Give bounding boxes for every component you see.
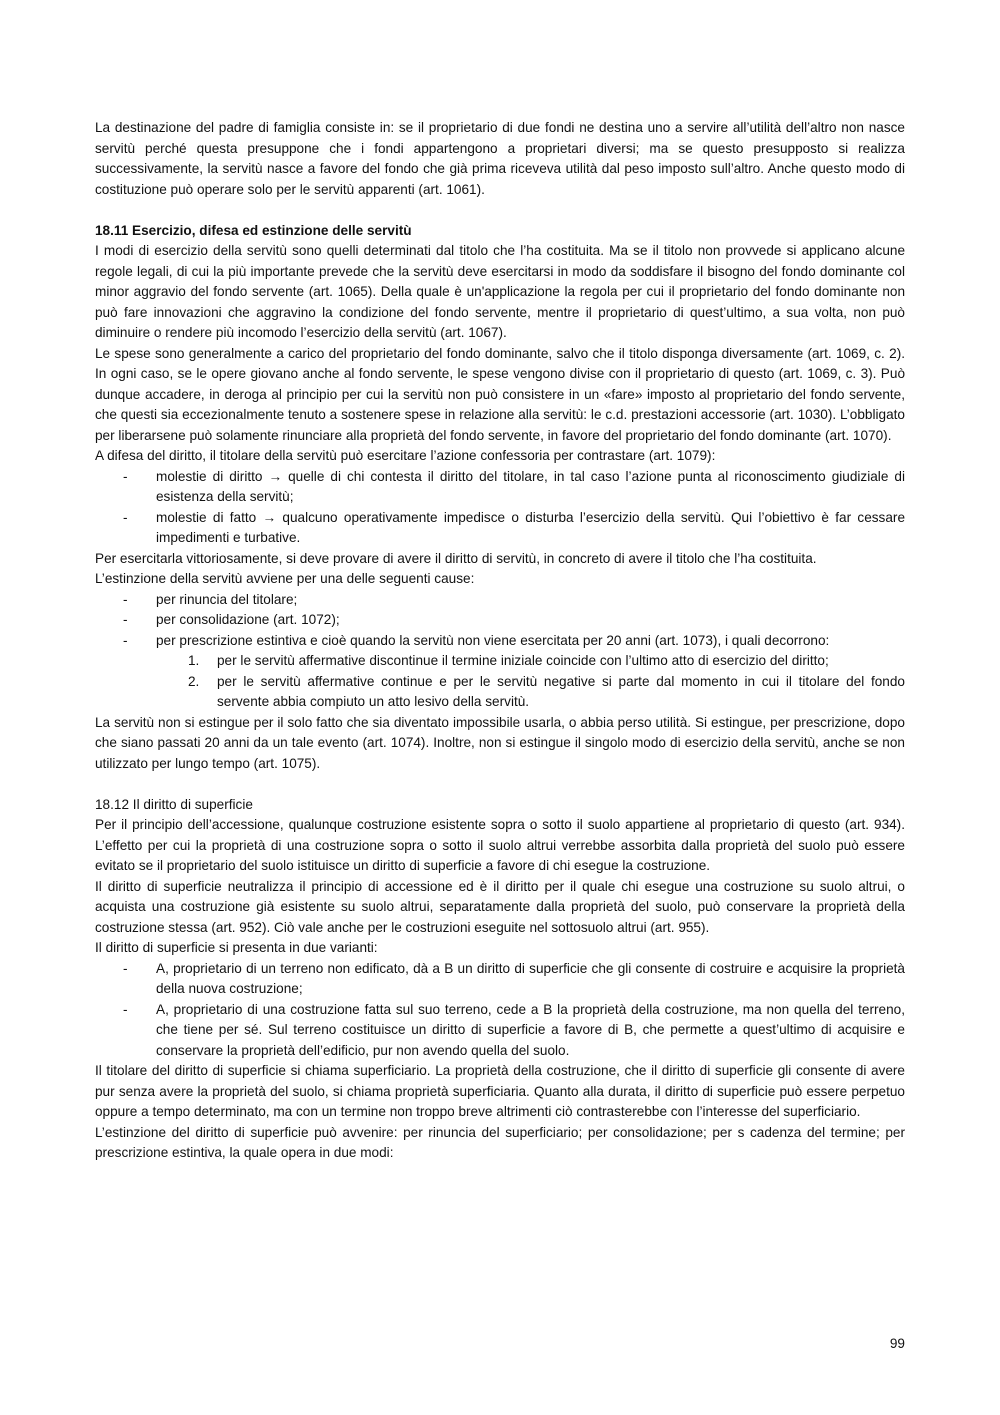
paragraph: Il titolare del diritto di superficie si chiama superficiario. La proprietà della costruzione, che il diritto di superficie gli consente di avere pur senza avere la proprietà del suolo, si chiama proprietà superficiaria. Quanto alla durata, il diritto di superficie può essere perpetuo oppure a tempo determinato, ma con un termine non troppo breve altrimenti ciò contrasterebbe con l’interesse del superficiario. bbox=[95, 1063, 905, 1119]
list-item bbox=[95, 1000, 905, 1062]
list-item-text: per consolidazione (art. 1072); bbox=[156, 612, 340, 627]
paragraph: Per esercitarla vittoriosamente, si deve provare di avere il diritto di servitù, in concreto di avere il titolo che l’ha costituita. bbox=[95, 550, 817, 566]
list-item bbox=[95, 959, 905, 1000]
paragraph: Le spese sono generalmente a carico del proprietario del fondo dominante, salvo che il titolo disponga diversamente (art. 1069, c. 2). In ogni caso, se le opere giovano anche al fondo servente, le spese vengono divise con il proprietario di questo (art. 1069, c. 3). Può dunque accadere, in deroga al principio per cui la servitù non può consistere in un «fare» imposto al proprietario del fondo servente, che questi sia eccezionalmente tenuto a sostenere spese in relazione alla servitù: le c.d. prestazioni accessorie (art. 1030). L’obbligato per liberarsene può solamente rinunciare alla proprietà del fondo servente, in favore del proprietario del fondo dominante (art. 1070). bbox=[95, 345, 905, 443]
paragraph: I modi di esercizio della servitù sono quelli determinati dal titolo che l’ha costituita. Ma se il titolo non provvede si applicano alcune regole legali, di cui la più importante prevede che la servitù deve esercitarsi in modo da soddisfare il bisogno del fondo dominante col minor aggravio del fondo servente (art. 1065). Della quale è un'applicazione la regola per cui il proprietario del fondo dominante non può fare innovazioni che aggravino la condizione del fondo servente, mentre il proprietario di quest’ultimo, a sua volta, non può diminuire o rendere più incomodo l’esercizio della servitù (art. 1067). bbox=[95, 243, 905, 340]
paragraph: L’estinzione del diritto di superficie può avvenire: per rinuncia del superficiario; per consolidazione; per s cadenza del termine; per prescrizione estintiva, la quale opera in due modi: bbox=[95, 1124, 905, 1160]
paragraph: La servitù non si estingue per il solo fatto che sia diventato impossibile usarla, o abbia perso utilità. Si estingue, per prescrizione, dopo che siano passati 20 anni da un tale evento (art. 1074). Inoltre, non si estingue il singolo modo di esercizio della servitù, anche se non utilizzato per lungo tempo (art. 1075). bbox=[95, 714, 905, 771]
bullet-dash: - bbox=[123, 612, 128, 627]
paragraph: A difesa del diritto, il titolare della servitù può esercitare l’azione confessoria per contrastare (art. 1079): bbox=[95, 448, 716, 463]
document-page bbox=[95, 118, 905, 1164]
list-item bbox=[95, 590, 905, 611]
item-number: 2. bbox=[188, 673, 200, 689]
page-number: 99 bbox=[889, 1336, 905, 1351]
bullet-dash: - bbox=[123, 468, 128, 484]
numbered-item-text: per le servitù affermative discontinue il termine iniziale coincide con l’ultimo atto di esercizio del diritto; bbox=[217, 653, 829, 668]
paragraph: Il diritto di superficie si presenta in due varianti: bbox=[95, 940, 378, 955]
list-item bbox=[95, 508, 905, 549]
paragraph: Per il principio dell’accessione, qualunque costruzione esistente sopra o sotto il suolo appartiene al proprietario di questo (art. 934). L’effetto per cui la proprietà di una costruzione sopra o sotto il suolo altrui verrebbe assorbita dalla proprietà del suolo può essere evitato se il proprietario del suolo istituisce un diritto di superficie a favore di chi esegue la costruzione. bbox=[95, 817, 905, 873]
bullet-dash: - bbox=[123, 960, 128, 976]
list-item-text: per rinuncia del titolare; bbox=[156, 591, 298, 607]
list-estinzione bbox=[95, 590, 905, 713]
item-number: 1. bbox=[188, 653, 200, 668]
list-item bbox=[95, 631, 905, 713]
list-item-text: molestie di diritto → quelle di chi contesta il diritto del titolare, in tal caso l’azione punta al riconoscimento giudiziale di esistenza della servitù; bbox=[156, 468, 905, 504]
list-difesa bbox=[95, 467, 905, 549]
bullet-dash: - bbox=[123, 1001, 128, 1017]
numbered-item bbox=[156, 651, 905, 672]
list-item bbox=[95, 467, 905, 508]
spacer bbox=[95, 774, 905, 795]
numbered-item bbox=[156, 672, 905, 713]
bullet-dash: - bbox=[123, 509, 128, 525]
bullet-dash: - bbox=[123, 591, 128, 607]
paragraph: Il diritto di superficie neutralizza il principio di accessione ed è il diritto per il quale chi esegue una costruzione su suolo altrui, o acquista una costruzione già esistente su suolo altrui, separatamente dalla proprietà del suolo, può conservare la proprietà della costruzione stessa (art. 952). Ciò vale anche per le costruzioni eseguite nel sottosuolo altrui (art. 955). bbox=[95, 878, 905, 935]
section-heading-18-11: 18.11 Esercizio, difesa ed estinzione delle servitù bbox=[95, 222, 412, 238]
intro-paragraph: La destinazione del padre di famiglia consiste in: se il proprietario di due fondi ne destina uno a servire all’utilità dell’altro non nasce servitù perché questa presuppone che i fondi appartengono a proprietari diversi; ma se questo presupposto si realizza successivamente, la servitù nasce a favore del fondo che già prima riceveva utilità dal peso imposto sull’altro. Anche questo modo di costituzione può operare solo per le servitù apparenti (art. 1061). bbox=[95, 120, 905, 197]
section-heading-18-12: 18.12 Il diritto di superficie bbox=[95, 796, 253, 812]
spacer bbox=[95, 200, 905, 221]
list-item-text: A, proprietario di un terreno non edificato, dà a B un diritto di superficie che gli consente di costruire e acquisire la proprietà della nuova costruzione; bbox=[156, 960, 905, 996]
paragraph: L’estinzione della servitù avviene per una delle seguenti cause: bbox=[95, 571, 475, 586]
list-item-text: A, proprietario di una costruzione fatta sul suo terreno, cede a B la proprietà della costruzione, ma non quella del terreno, che tiene per sé. Sul terreno costituisce un diritto di superficie a favore di B, che permette a quest’ultimo di acquisire e conservare la proprietà dell’edificio, pur non avendo quella del suolo. bbox=[156, 1001, 905, 1058]
list-item-text: molestie di fatto → qualcuno operativamente impedisce o disturba l’esercizio della servitù. Qui l’obiettivo è far cessare impedimenti e turbative. bbox=[156, 509, 905, 545]
list-item bbox=[95, 610, 905, 631]
list-decorrenza bbox=[156, 651, 905, 713]
list-item-text: per prescrizione estintiva e cioè quando la servitù non viene esercitata per 20 anni (art. 1073), i quali decorrono: bbox=[156, 632, 830, 648]
numbered-item-text: per le servitù affermative continue e per le servitù negative si parte dal momento in cui il titolare del fondo servente abbia compiuto un atto lesivo della servitù. bbox=[217, 673, 905, 709]
bullet-dash: - bbox=[123, 632, 128, 648]
list-varianti bbox=[95, 959, 905, 1062]
